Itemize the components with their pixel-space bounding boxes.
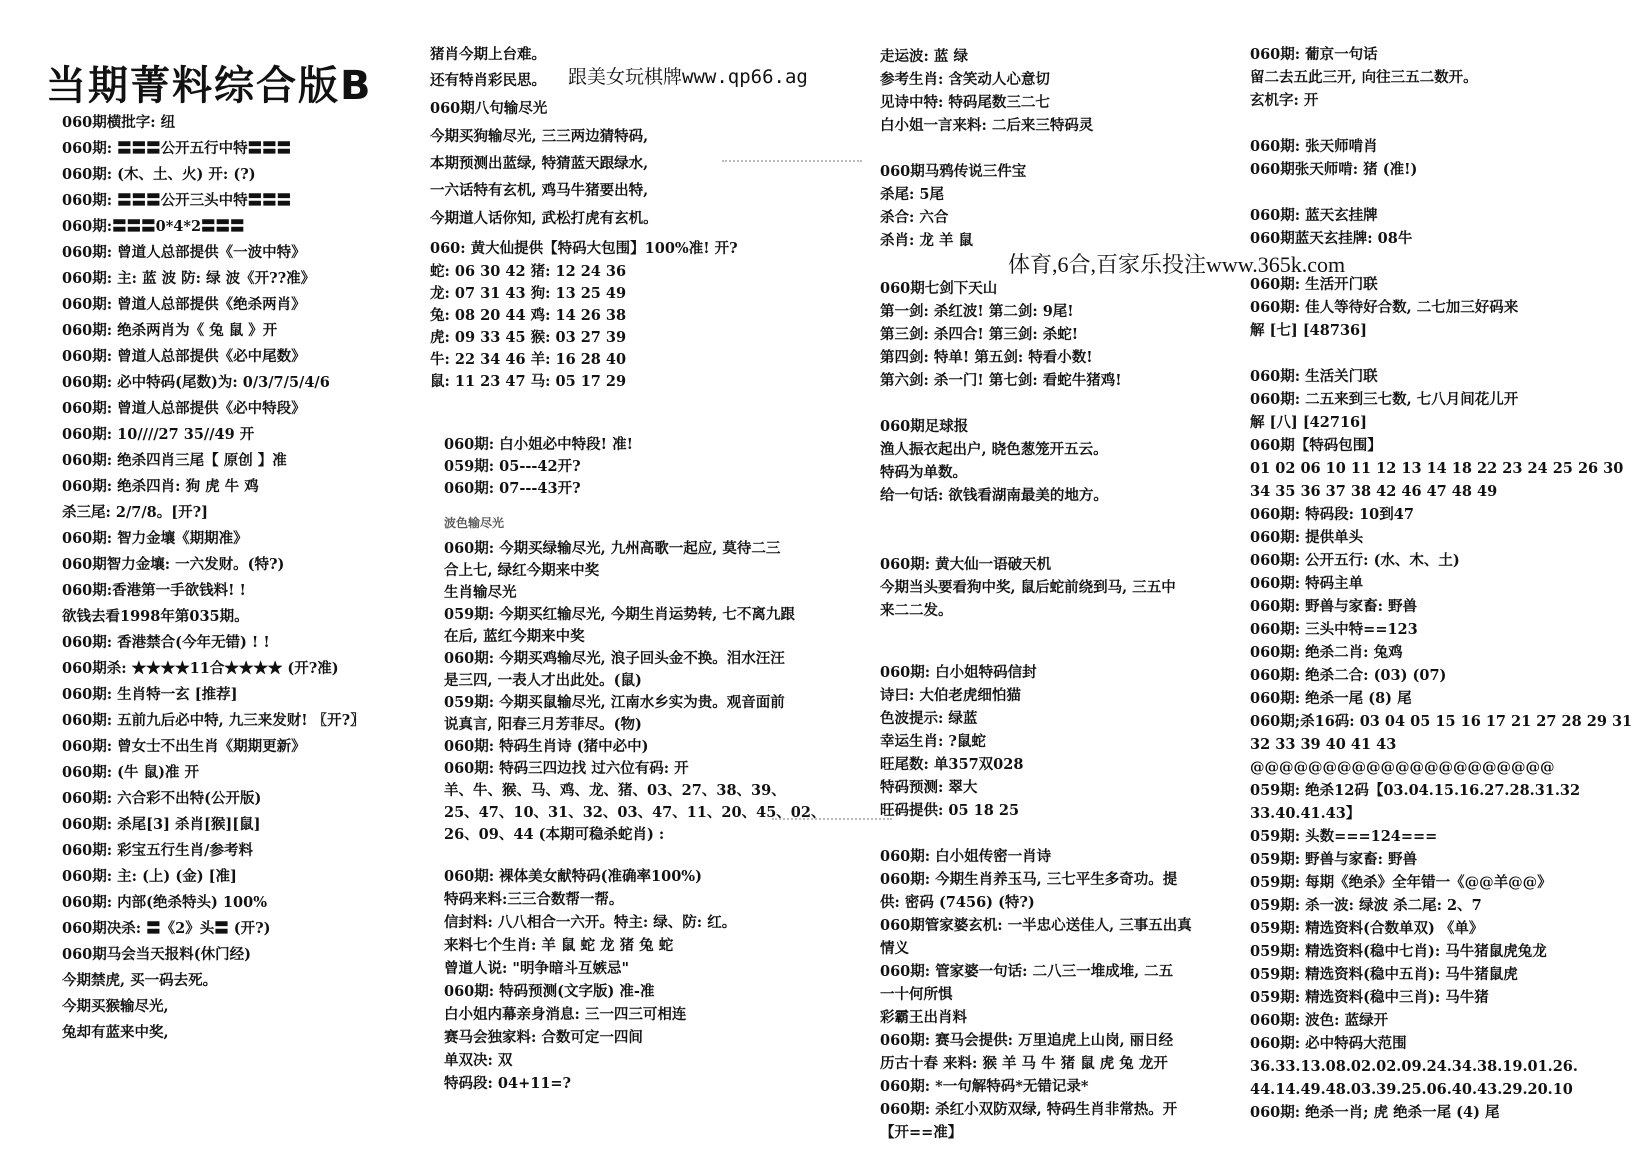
text-line: 059期: 野兽与家畜: 野兽 xyxy=(1250,851,1418,868)
text-line: 060期: 绝杀两肖为《 兔 鼠 》开 xyxy=(62,322,278,339)
text-line: 060期七剑下天山 xyxy=(880,280,998,297)
text-line: 060期: 主: (上) (金) [准] xyxy=(62,868,237,885)
text-line: 060期: *一句解特码*无错记录* xyxy=(880,1078,1089,1095)
text-line: 060期: 特码生肖诗 (猪中必中) xyxy=(444,738,649,755)
page-title: 当期菁料综合版B xyxy=(46,63,373,109)
text-line: 幸运生肖: ?鼠蛇 xyxy=(880,733,986,750)
text-line: 060期马会当天报料(休门经) xyxy=(62,946,251,963)
text-line: 060期: 裸体美女献特码(准确率100%) xyxy=(444,868,702,885)
text-line: 欲钱去看1998年第035期。 xyxy=(62,608,249,625)
text-line: 猪肖今期上台难。 xyxy=(430,46,546,63)
text-line: 060期: 曾道人总部提供《一波中特》 xyxy=(62,244,306,261)
text-line: 白小姐内幕亲身消息: 三一四三可相连 xyxy=(444,1006,687,1023)
text-line: 25、47、10、31、32、03、47、11、20、45、02、 xyxy=(444,804,826,821)
text-line: 生肖输尽光 xyxy=(444,584,517,601)
text-line: 虎: 09 33 45 猴: 03 27 39 xyxy=(430,329,627,346)
text-line: 060期: 绝杀四肖三尾【 原创 】准 xyxy=(62,452,287,469)
text-line: 第四剑: 特单! 第五剑: 特看小数! xyxy=(880,349,1093,366)
text-line: 060期:香港第一手欲钱料! ! xyxy=(62,582,246,599)
text-line: 32 33 39 40 41 43 xyxy=(1250,736,1397,753)
text-line: 060期: 〓〓〓公开三头中特〓〓〓 xyxy=(62,192,292,209)
text-line: 今期买猴输尽光, xyxy=(62,998,169,1015)
text-line: 060期: 今期买绿输尽光, 九州高歌一起应, 莫待二三 xyxy=(444,540,781,557)
text-line: 36.33.13.08.02.02.09.24.34.38.19.01.26. xyxy=(1250,1058,1578,1075)
text-line: 060期: 三头中特==123 xyxy=(1250,621,1418,638)
text-line: 是三四, 一表人才出此处。(鼠) xyxy=(444,672,642,689)
text-line: 059期: 精选资料(合数单双) 《单》 xyxy=(1250,920,1484,937)
text-line: 龙: 07 31 43 狗: 13 25 49 xyxy=(430,285,627,302)
text-line: 060期: 必中特码(尾数)为: 0/3/7/5/4/6 xyxy=(62,374,330,391)
text-line: 旺尾数: 单357双028 xyxy=(880,756,1024,773)
text-line: 060期: 10////27 35//49 开 xyxy=(62,426,255,443)
ad-banner-qp66[interactable]: 跟美女玩棋牌www.qp66.ag xyxy=(568,66,808,88)
text-line: 赛马会独家料: 合数可定一四间 xyxy=(444,1029,643,1046)
text-line: 34 35 36 37 38 42 46 47 48 49 xyxy=(1250,483,1498,500)
section-label: 波色输尽光 xyxy=(444,516,505,530)
text-line: 第一剑: 杀红波! 第二剑: 9尾! xyxy=(880,303,1074,320)
text-line: 060期: 智力金壤《期期准》 xyxy=(62,530,248,547)
text-line: 060期: 生活关门联 xyxy=(1250,368,1378,385)
text-line: 060期:〓〓〓0*4*2〓〓〓 xyxy=(62,218,245,235)
text-line: 解 [八] [42716] xyxy=(1250,414,1367,431)
text-line: 060期: 曾道人总部提供《必中特段》 xyxy=(62,400,306,417)
text-line: 060期八句输尽光 xyxy=(430,100,548,117)
text-line: 杀尾: 5尾 xyxy=(880,186,944,203)
text-line: 还有特肖彩民思。 xyxy=(430,72,546,89)
text-line: 060: 黄大仙提供【特码大包围】100%准! 开? xyxy=(430,240,738,257)
text-line: 在后, 蓝红今期来中奖 xyxy=(444,628,585,645)
text-line: 玄机字: 开 xyxy=(1250,92,1319,109)
text-line: 060期: 白小姐必中特段! 准! xyxy=(444,436,633,453)
text-line: 060期智力金壤: 一六发财。(特?) xyxy=(62,556,285,573)
text-line: 060期: 曾道人总部提供《绝杀两肖》 xyxy=(62,296,306,313)
text-line: @@@@@@@@@@@@@@@@@@@@@ xyxy=(1250,759,1555,776)
text-line: 060期杀: ★★★★11合★★★★ (开?准) xyxy=(62,660,339,677)
text-line: 历古十春 来料: 猴 羊 马 牛 猪 鼠 虎 兔 龙开 xyxy=(880,1055,1168,1072)
text-line: 060期: 主: 蓝 波 防: 绿 波《开??准》 xyxy=(62,270,316,287)
text-line: 特码预测: 翠大 xyxy=(880,779,978,796)
text-line: 060期: 07---43开? xyxy=(444,480,581,497)
text-line: 色波提示: 绿蓝 xyxy=(880,710,978,727)
text-line: 060期: 波色: 蓝绿开 xyxy=(1250,1012,1389,1029)
text-line: 说真言, 阳春三月芳菲尽。(物) xyxy=(444,716,642,733)
text-line: 留二去五此三开, 向往三五二数开。 xyxy=(1250,69,1478,86)
text-line: 060期: 今期生肖养玉马, 三七平生多奇功。提 xyxy=(880,871,1178,888)
text-line: 蛇: 06 30 42 猪: 12 24 36 xyxy=(430,263,627,280)
text-line: 060期: 彩宝五行生肖/参考料 xyxy=(62,842,253,859)
text-line: 060期: 赛马会提供: 万里追虎上山岗, 丽日经 xyxy=(880,1032,1174,1049)
text-line: 信封料: 八八相合一六开。特主: 绿、防: 红。 xyxy=(444,914,737,931)
text-line: 060期【特码包围】 xyxy=(1250,437,1382,454)
text-line: 特码来料:三三合数帮一帮。 xyxy=(444,891,624,908)
text-line: 杀合: 六合 xyxy=(880,209,949,226)
text-line: 059期: 精选资料(稳中五肖): 马牛猪鼠虎 xyxy=(1250,966,1518,983)
text-line: 渔人振衣起出户, 晓色葱笼开五云。 xyxy=(880,441,1108,458)
text-line: 060期足球报 xyxy=(880,418,969,435)
text-line: 来二二发。 xyxy=(880,602,953,619)
text-line: 060期: 黄大仙一语破天机 xyxy=(880,556,1052,573)
text-line: 060期马鸦传说三件宝 xyxy=(880,163,1027,180)
text-line: 060期: 曾道人总部提供《必中尾数》 xyxy=(62,348,306,365)
text-line: 解 [七] [48736] xyxy=(1250,322,1367,339)
text-line: 060期: (牛 鼠)准 开 xyxy=(62,764,199,781)
text-line: 今期买狗输尽光, 三三两边猜特码, xyxy=(430,128,649,145)
text-line: 彩霸王出肖料 xyxy=(880,1009,967,1026)
text-line: 060期: 必中特码大范围 xyxy=(1250,1035,1407,1052)
text-line: 本期预测出蓝绿, 特猜蓝天跟绿水, xyxy=(430,155,649,172)
text-line: 060期: 绝杀一尾 (8) 尾 xyxy=(1250,690,1412,707)
text-line: 兔: 08 20 44 鸡: 14 26 38 xyxy=(430,307,627,324)
text-line: 杀三尾: 2/7/8。[开?] xyxy=(62,504,208,521)
text-line: 羊、牛、猴、马、鸡、龙、猪、03、27、38、39、 xyxy=(444,782,786,799)
text-line: 060期: 管家婆一句话: 二八三一堆成堆, 二五 xyxy=(880,963,1174,980)
text-line: 第六剑: 杀一门! 第七剑: 看蛇牛猪鸡! xyxy=(880,372,1122,389)
text-line: 060期: 绝杀二合: (03) (07) xyxy=(1250,667,1447,684)
text-line: 059期: 05---42开? xyxy=(444,458,581,475)
text-line: 第三剑: 杀四合! 第三剑: 杀蛇! xyxy=(880,326,1079,343)
text-line: 060期: 葡京一句话 xyxy=(1250,46,1378,63)
text-line: 059期: 绝杀12码【03.04.15.16.27.28.31.32 xyxy=(1250,782,1581,799)
text-line: 059期: 精选资料(稳中三肖): 马牛猪 xyxy=(1250,989,1489,1006)
text-line: 060期: 白小姐特码信封 xyxy=(880,664,1037,681)
text-line: 一十何所惧 xyxy=(880,986,953,1003)
text-line: 059期: 头数===124=== xyxy=(1250,828,1438,845)
text-line: 060期张天师啃: 猪 (准!) xyxy=(1250,161,1418,178)
text-line: 供: 密码 (7456) (特?) xyxy=(880,894,1035,911)
text-line: 060期: 绝杀一肖; 虎 绝杀一尾 (4) 尾 xyxy=(1250,1104,1500,1121)
text-line: 今期道人话你知, 武松打虎有玄机。 xyxy=(430,210,658,227)
text-line: 060期: 二五来到三七数, 七八月间花儿开 xyxy=(1250,391,1519,408)
text-line: 060期: 蓝天玄挂牌 xyxy=(1250,207,1378,224)
text-line: 牛: 22 34 46 羊: 16 28 40 xyxy=(430,351,627,368)
text-line: 060期: 内部(绝杀特头) 100% xyxy=(62,894,267,911)
ad-banner-365k[interactable]: 体育,6合,百家乐投注www.365k.com xyxy=(1008,252,1346,277)
text-line: 060期: 杀尾[3] 杀肖[猴][鼠] xyxy=(62,816,261,833)
text-line: 参考生肖: 含笑动人心意切 xyxy=(880,71,1050,88)
text-line: 见诗中特: 特码尾数三二七 xyxy=(880,94,1050,111)
text-line: 060期: 杀红小双防双绿, 特码生肖非常热。开 xyxy=(880,1101,1178,1118)
dotted-divider xyxy=(722,160,862,162)
text-line: 059期: 今期买红输尽光, 今期生肖运势转, 七不离九跟 xyxy=(444,606,795,623)
text-line: 060期: (木、土、火) 开: (?) xyxy=(62,166,256,183)
text-line: 44.14.49.48.03.39.25.06.40.43.29.20.10 xyxy=(1250,1081,1573,1098)
text-line: 060期: 生肖特一玄 [推荐] xyxy=(62,686,238,703)
text-line: 060期: 张天师啃肖 xyxy=(1250,138,1378,155)
text-line: 060期: 六合彩不出特(公开版) xyxy=(62,790,262,807)
text-line: 060期: 特码主单 xyxy=(1250,575,1364,592)
text-line: 单双决: 双 xyxy=(444,1052,513,1069)
text-line: 26、09、44 (本期可稳杀蛇肖) : xyxy=(444,826,665,843)
text-line: 060期: 五前九后必中特, 九三来发财! 〖开?〗 xyxy=(62,712,365,729)
text-line: 今期禁虎, 买一码去死。 xyxy=(62,972,218,989)
text-line: 060期: 绝杀二肖: 兔鸡 xyxy=(1250,644,1403,661)
text-line: 060期: 特码三四边找 过六位有码: 开 xyxy=(444,760,689,777)
text-line: 白小姐一言来料: 二后来三特码灵 xyxy=(880,117,1094,134)
text-line: 059期: 每期《绝杀》全年错一《@@羊@@》 xyxy=(1250,874,1552,891)
text-line: 060期: 佳人等待好合数, 二七加三好码来 xyxy=(1250,299,1519,316)
text-line: 060期;杀16码: 03 04 05 15 16 17 21 27 28 29 31 xyxy=(1250,713,1633,730)
text-line: 060期: 特码预测(文字版) 准-准 xyxy=(444,983,655,1000)
dotted-divider xyxy=(772,818,892,820)
text-line: 060期: 绝杀四肖: 狗 虎 牛 鸡 xyxy=(62,478,259,495)
text-line: 059期: 今期买鼠输尽光, 江南水乡实为贵。观音面前 xyxy=(444,694,785,711)
text-line: 33.40.41.43】 xyxy=(1250,805,1361,822)
text-line: 060期管家婆玄机: 一半忠心送佳人, 三事五出真 xyxy=(880,917,1192,934)
text-line: 合上七, 绿红今期来中奖 xyxy=(444,562,600,579)
text-line: 060期: 〓〓〓公开五行中特〓〓〓 xyxy=(62,140,292,157)
text-line: 来料七个生肖: 羊 鼠 蛇 龙 猪 兔 蛇 xyxy=(444,937,674,954)
text-line: 特码段: 04+11=? xyxy=(444,1075,572,1092)
text-line: 060期横批字: 纽 xyxy=(62,114,176,131)
text-line: 旺码提供: 05 18 25 xyxy=(880,802,1020,819)
text-line: 情义 xyxy=(880,940,909,957)
text-line: 特码为单数。 xyxy=(880,464,967,481)
text-line: 01 02 06 10 11 12 13 14 18 22 23 24 25 26 30 xyxy=(1250,460,1624,477)
text-line: 060期: 香港禁合(今年无错) ! ! xyxy=(62,634,270,651)
text-line: 060期蓝天玄挂牌: 08牛 xyxy=(1250,230,1413,247)
text-line: 走运波: 蓝 绿 xyxy=(880,48,968,65)
text-line: 060期决杀: 〓《2》头〓 (开?) xyxy=(62,920,271,937)
text-line: 060期: 特码段: 10到47 xyxy=(1250,506,1414,523)
text-line: 一六话特有玄机, 鸡马牛猪要出特, xyxy=(430,182,649,199)
text-line: 杀肖: 龙 羊 鼠 xyxy=(880,232,973,249)
text-line: 059期: 精选资料(稳中七肖): 马牛猪鼠虎兔龙 xyxy=(1250,943,1547,960)
text-line: 【开==准】 xyxy=(880,1124,963,1141)
text-line: 060期: 野兽与家畜: 野兽 xyxy=(1250,598,1418,615)
text-line: 059期: 杀一波: 绿波 杀二尾: 2、7 xyxy=(1250,897,1482,914)
text-line: 060期: 曾女士不出生肖《期期更新》 xyxy=(62,738,306,755)
text-line: 曾道人说: "明争暗斗互嫉忌" xyxy=(444,960,630,977)
text-line: 060期: 白小姐传密一肖诗 xyxy=(880,848,1052,865)
text-line: 给一句话: 欲钱看湖南最美的地方。 xyxy=(880,487,1108,504)
text-line: 060期: 生活开门联 xyxy=(1250,276,1378,293)
text-line: 060期: 提供单头 xyxy=(1250,529,1364,546)
text-line: 诗曰: 大伯老虎细怕猫 xyxy=(880,687,1021,704)
text-line: 鼠: 11 23 47 马: 05 17 29 xyxy=(430,373,627,390)
text-line: 060期: 公开五行: (水、木、土) xyxy=(1250,552,1460,569)
text-line: 兔却有蓝来中奖, xyxy=(62,1024,169,1041)
text-line: 今期当头要看狗中奖, 鼠后蛇前绕到马, 三五中 xyxy=(880,579,1176,596)
text-line: 060期: 今期买鸡输尽光, 浪子回头金不换。泪水汪汪 xyxy=(444,650,785,667)
